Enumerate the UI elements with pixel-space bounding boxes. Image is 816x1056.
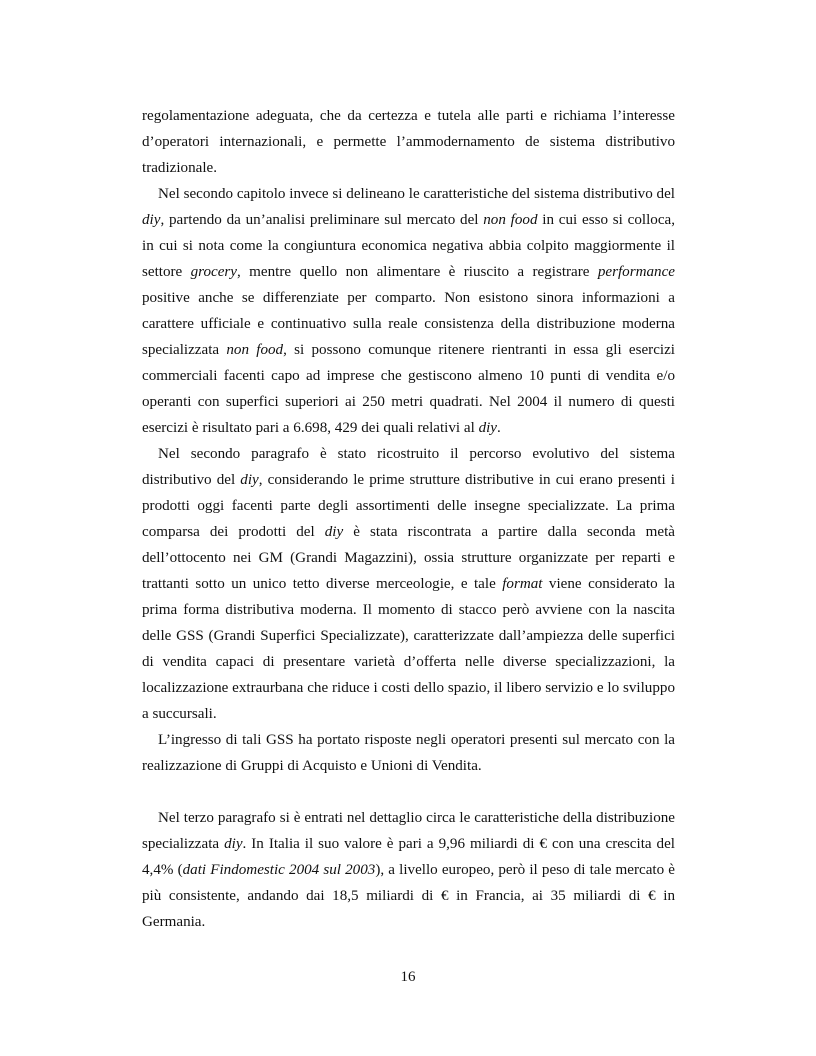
text-run: , partendo da un’analisi preliminare sul mercato del [160,212,484,228]
paragraph-1 [142,103,675,181]
paragraph-3 [142,441,675,727]
italic-term: diy [324,524,344,540]
italic-term: dati Findomestic 2004 sul 2003 [182,862,376,878]
italic-term: diy [142,212,161,228]
text-run: L’ingresso di tali GSS ha portato risposte negli operatori presenti sul mercato con la realizzazione di Gruppi di Acquisto e Unioni di Vendita. [142,732,675,774]
text-run: , mentre quello non alimentare è riuscito a registrare [237,264,598,280]
paragraph-4 [142,727,675,779]
paragraph-spacer [142,779,675,805]
italic-term: diy [224,836,243,852]
page-number: 16 [400,969,416,985]
text-run: positive anche se differenziate per comparto. Non esistono sinora informazioni a carattere ufficiale e continuativo sulla reale consistenza della distribuzione moderna specializzata [142,290,675,358]
text-run: , considerando le prime strutture distributive in cui erano presenti i prodotti oggi facenti parte degli assortimenti delle insegne specializzate. La prima comparsa dei prodotti del [142,472,675,540]
italic-term: grocery [190,264,238,280]
italic-term: diy [240,472,259,488]
text-run: Nel terzo paragrafo si è entrati nel dettaglio circa le caratteristiche della distribuzione specializzata [142,810,675,852]
paragraph-2 [142,181,675,441]
text-run: . In Italia il suo valore è pari a 9,96 miliardi di € con una crescita del 4,4% ( [142,836,675,878]
text-run: , si possono comunque ritenere rientranti in essa gli esercizi commerciali facenti capo ad imprese che gestiscono almeno 10 punti di vendita e/o operanti con superfici superiori ai 250 metri quadrati. Nel 2004 il numero di questi esercizi è risultato pari a 6.698, 429 dei quali relativi al [142,342,675,436]
paragraph-5 [142,805,675,935]
page-body [142,103,675,935]
text-run: viene considerato la prima forma distributiva moderna. Il momento di stacco però avviene con la nascita delle GSS (Grandi Superfici Specializzate), caratterizzate dall’ampiezza delle superfici di vendita capaci di presentare varietà d’offerta nelle diverse specializzazioni, la localizzazione extraurbana che riduce i costi dello spazio, il libero servizio e lo sviluppo a succursali. [142,576,675,722]
text-run: è stata riscontrata a partire dalla seconda metà dell’ottocento nei GM (Grandi Magazzini), ossia strutture organizzate per reparti e trattanti sotto un unico tetto diverse merceologie, e tale [142,524,675,592]
text-run: ), a livello europeo, però il peso di tale mercato è più consistente, andando dai 18,5 miliardi di € in Francia, ai 35 miliardi di € in Germania. [142,862,675,930]
italic-term: non food [483,212,538,228]
text-run: Nel secondo paragrafo è stato ricostruito il percorso evolutivo del sistema distributivo del [142,446,675,488]
italic-term: format [502,576,543,592]
italic-term: performance [597,264,675,280]
italic-term: non food [226,342,284,358]
text-run: Nel secondo capitolo invece si delineano le caratteristiche del sistema distributivo del [158,186,675,202]
text-run: regolamentazione adeguata, che da certezza e tutela alle parti e richiama l’interesse d’operatori internazionali, e permette l’ammodernamento de sistema distributivo tradizionale. [142,108,675,176]
text-run: in cui esso si colloca, in cui si nota come la congiuntura economica negativa abbia colpito maggiormente il settore [142,212,675,280]
italic-term: diy [478,420,498,436]
text-run: . [497,420,501,436]
